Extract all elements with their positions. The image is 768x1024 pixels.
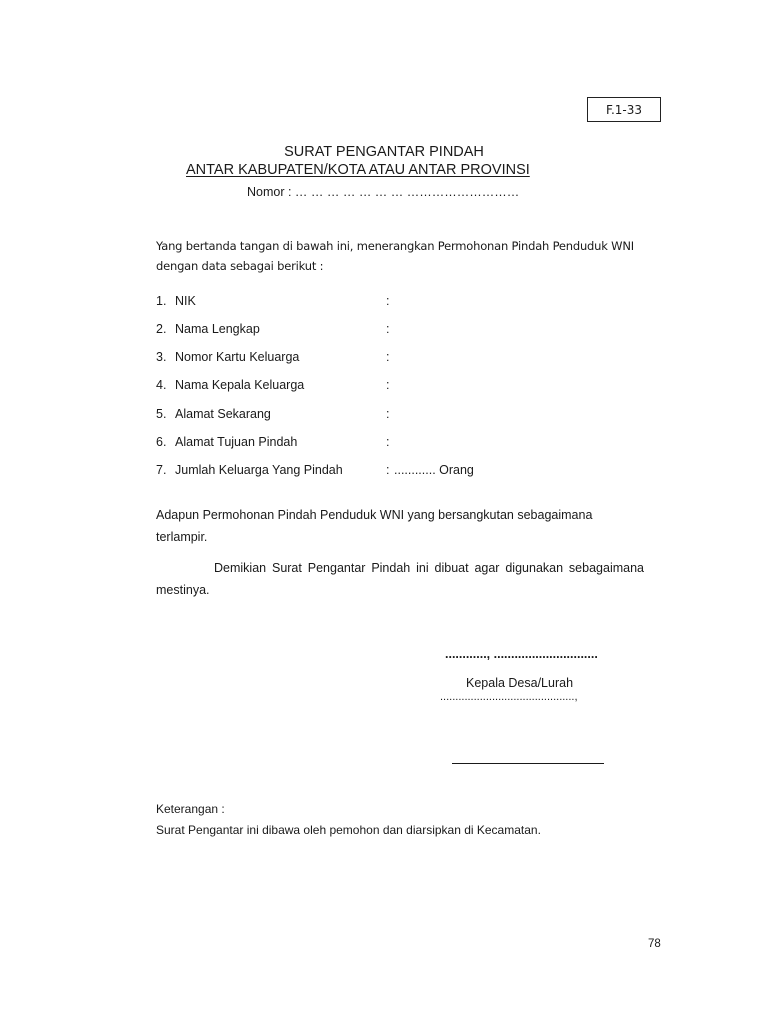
page-number: 78: [648, 938, 661, 950]
document-number: Nomor : … … … … … … … ………………………: [247, 185, 520, 199]
field-label: Nama Lengkap: [175, 322, 260, 336]
field-row-jumlah-keluarga: [156, 463, 646, 483]
field-row-nama-lengkap: [156, 322, 646, 342]
document-subtitle: ANTAR KABUPATEN/KOTA ATAU ANTAR PROVINSI: [186, 162, 530, 178]
signature-line: [452, 763, 604, 764]
field-row-alamat-tujuan: [156, 435, 646, 455]
body-paragraph-1: Adapun Permohonan Pindah Penduduk WNI yang bersangkutan sebagaimana terlampir.: [156, 508, 593, 544]
field-colon: :: [386, 407, 390, 421]
field-label: Alamat Tujuan Pindah: [175, 435, 298, 449]
field-colon: :: [386, 463, 390, 477]
field-number: 2.: [156, 322, 167, 336]
field-number: 4.: [156, 378, 167, 392]
field-label: Nama Kepala Keluarga: [175, 378, 305, 392]
note-label: Keterangan :: [156, 802, 225, 816]
field-number: 6.: [156, 435, 167, 449]
field-number: 7.: [156, 463, 167, 477]
field-number: 1.: [156, 294, 167, 308]
signature-name-placeholder: ............................................,: [440, 691, 578, 703]
note-text: Surat Pengantar ini dibawa oleh pemohon dan diarsipkan di Kecamatan.: [156, 823, 541, 837]
field-label: Jumlah Keluarga Yang Pindah: [175, 463, 343, 477]
form-code-box: F.1-33: [587, 97, 661, 122]
field-row-nomor-kk: [156, 350, 646, 370]
field-label: NIK: [175, 294, 196, 308]
field-row-kepala-keluarga: [156, 378, 646, 398]
field-value: ............ Orang: [394, 463, 474, 477]
field-label: Nomor Kartu Keluarga: [175, 350, 300, 364]
signature-place-date: ............, ..............................: [445, 647, 598, 661]
document-title: SURAT PENGANTAR PINDAH: [284, 144, 484, 160]
field-row-nik: [156, 294, 646, 314]
field-row-alamat-sekarang: [156, 407, 646, 427]
field-number: 3.: [156, 350, 167, 364]
field-colon: :: [386, 378, 390, 392]
field-colon: :: [386, 294, 390, 308]
intro-paragraph: Yang bertanda tangan di bawah ini, menerangkan Permohonan Pindah Penduduk WNI dengan data sebagai berikut :: [156, 239, 634, 273]
field-colon: :: [386, 322, 390, 336]
signature-title: Kepala Desa/Lurah: [466, 676, 574, 690]
field-colon: :: [386, 350, 390, 364]
field-number: 5.: [156, 407, 167, 421]
field-label: Alamat Sekarang: [175, 407, 271, 421]
field-colon: :: [386, 435, 390, 449]
body-paragraph-2: Demikian Surat Pengantar Pindah ini dibuat agar digunakan sebagaimana mestinya.: [156, 561, 644, 597]
